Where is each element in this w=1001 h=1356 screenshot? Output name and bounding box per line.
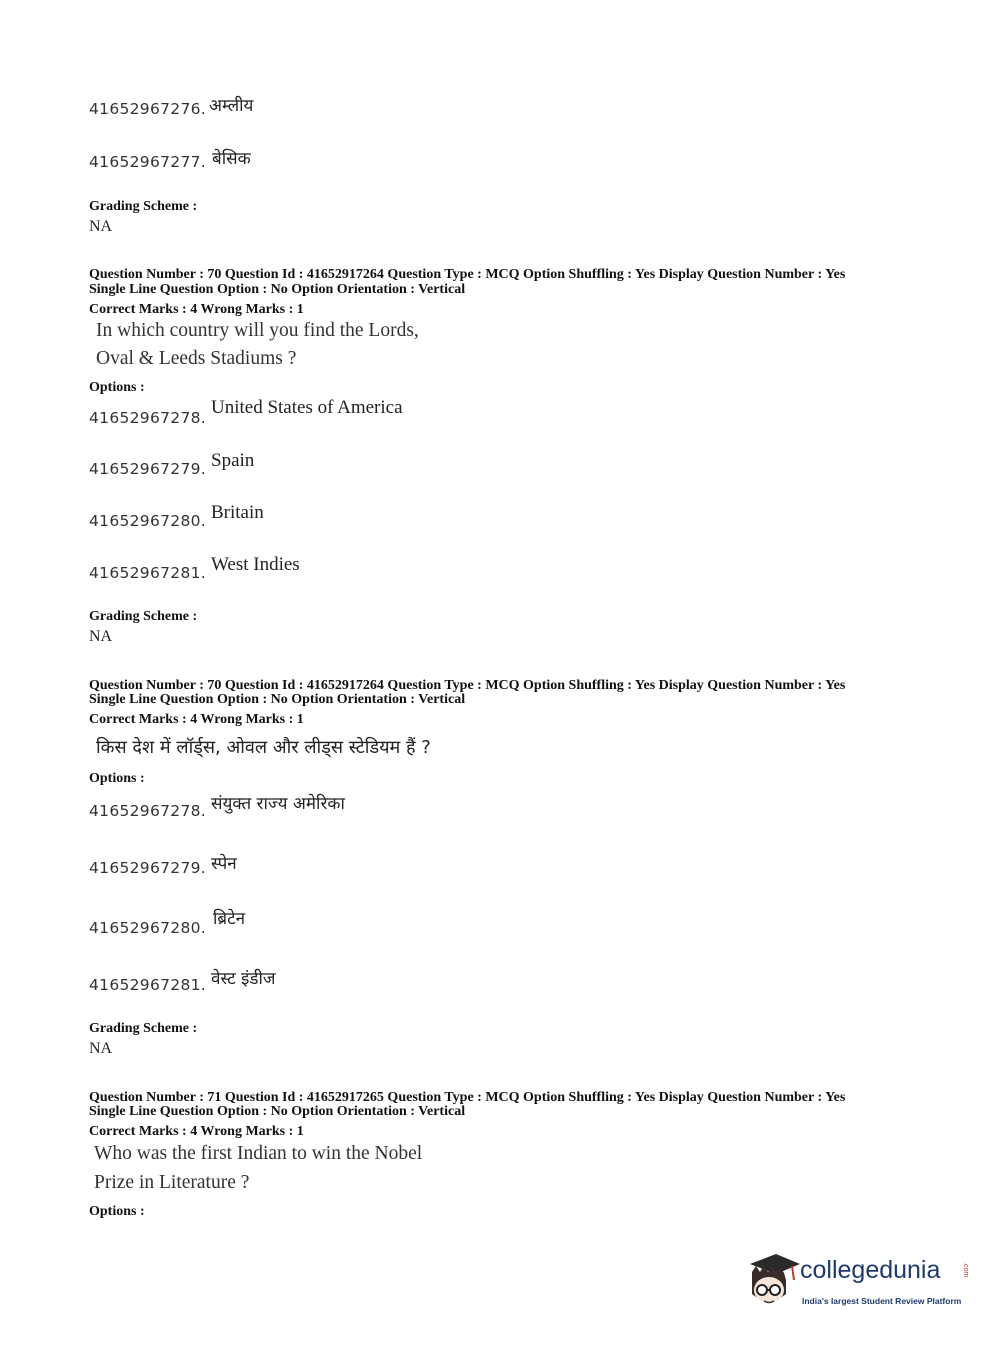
question-header: Question Number : 71 Question Id : 41652917265 Question Type : MCQ Option Shuffling : Yes Display Question Number : Yes xyxy=(89,1090,846,1105)
option-text: संयुक्त राज्य अमेरिका xyxy=(211,794,345,814)
grading-scheme-label: Grading Scheme : xyxy=(89,1021,198,1036)
grading-scheme-label: Grading Scheme : xyxy=(89,199,198,214)
question-header-options: Single Line Question Option : No Option Orientation : Vertical xyxy=(89,692,466,707)
mascot-icon xyxy=(742,1250,802,1310)
question-text: In which country will you find the Lords, xyxy=(96,320,419,341)
question-marks: Correct Marks : 4 Wrong Marks : 1 xyxy=(89,712,304,727)
option-text: Britain xyxy=(211,502,264,523)
question-header: Question Number : 70 Question Id : 41652917264 Question Type : MCQ Option Shuffling : Yes Display Question Number : Yes xyxy=(89,267,846,282)
options-label: Options : xyxy=(89,1204,145,1219)
options-label: Options : xyxy=(89,380,145,395)
grading-scheme-value: NA xyxy=(89,1040,113,1057)
option-id: 41652967281. xyxy=(89,976,207,994)
option-id: 41652967276. xyxy=(89,100,207,118)
option-id: 41652967277. xyxy=(89,153,207,171)
option-text: ब्रिटेन xyxy=(213,909,246,929)
option-text: United States of America xyxy=(211,397,403,418)
option-text: वेस्ट इंडीज xyxy=(211,969,276,989)
option-id: 41652967280. xyxy=(89,512,207,530)
question-text: Prize in Literature ? xyxy=(94,1172,250,1193)
collegedunia-logo xyxy=(742,1250,972,1314)
logo-brand: collegedunia xyxy=(800,1256,941,1284)
option-id: 41652967278. xyxy=(89,802,207,820)
option-text: Spain xyxy=(211,450,255,471)
question-header-options: Single Line Question Option : No Option Orientation : Vertical xyxy=(89,282,466,297)
question-header-options: Single Line Question Option : No Option Orientation : Vertical xyxy=(89,1104,466,1119)
option-text: अम्लीय xyxy=(209,96,254,116)
question-text: Oval & Leeds Stadiums ? xyxy=(96,348,297,369)
question-marks: Correct Marks : 4 Wrong Marks : 1 xyxy=(89,302,304,317)
options-label: Options : xyxy=(89,771,145,786)
option-id: 41652967278. xyxy=(89,409,207,427)
question-header: Question Number : 70 Question Id : 41652917264 Question Type : MCQ Option Shuffling : Yes Display Question Number : Yes xyxy=(89,678,846,693)
option-text: बेसिक xyxy=(212,149,251,169)
option-id: 41652967279. xyxy=(89,859,207,877)
logo-com: .com xyxy=(962,1262,969,1278)
logo-tagline: India's largest Student Review Platform xyxy=(802,1296,962,1306)
question-marks: Correct Marks : 4 Wrong Marks : 1 xyxy=(89,1124,304,1139)
grading-scheme-value: NA xyxy=(89,628,113,645)
question-text: किस देश में लॉर्ड्स, ओवल और लीड्स स्टेडियम हैं ? xyxy=(96,737,431,758)
option-id: 41652967281. xyxy=(89,564,207,582)
option-text: स्पेन xyxy=(211,854,237,874)
question-text: Who was the first Indian to win the Nobel xyxy=(94,1143,423,1164)
option-id: 41652967279. xyxy=(89,460,207,478)
option-id: 41652967280. xyxy=(89,919,207,937)
grading-scheme-label: Grading Scheme : xyxy=(89,609,198,624)
grading-scheme-value: NA xyxy=(89,218,113,235)
option-text: West Indies xyxy=(211,554,300,575)
